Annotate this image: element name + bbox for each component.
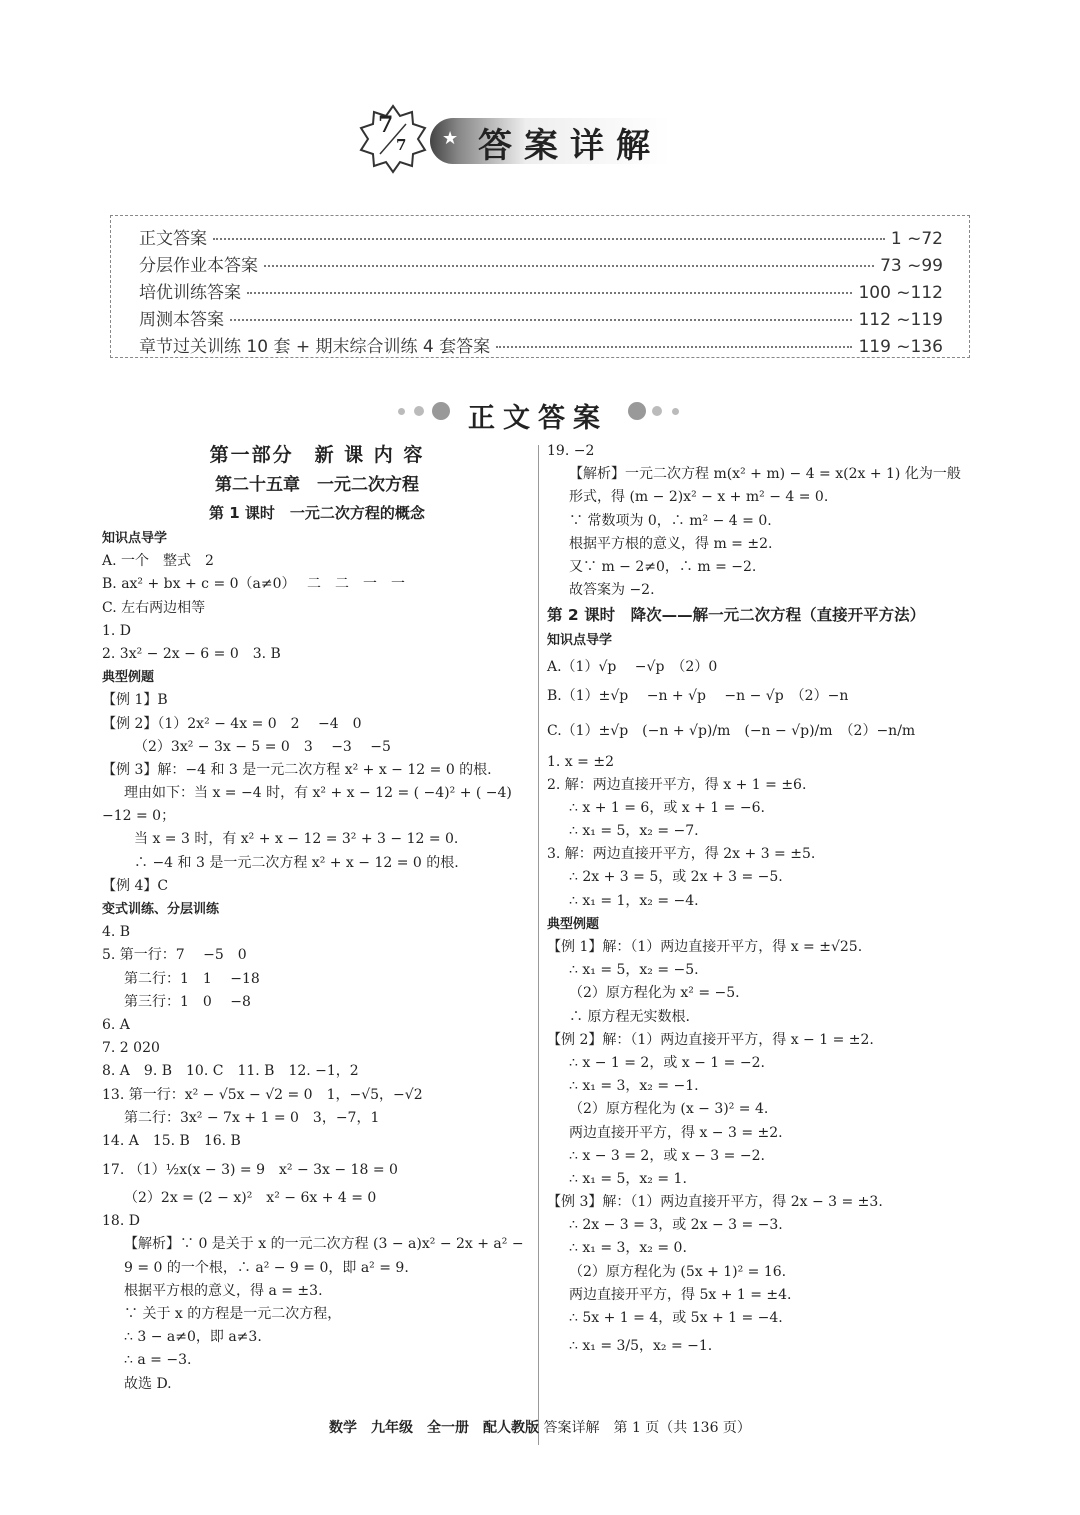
answer-line: 19. −2 xyxy=(547,443,595,459)
answer-line: 17. （1）½x(x − 3) = 9 x² − 3x − 18 = 0 xyxy=(102,1162,398,1179)
answer-line: 1. x = ±2 xyxy=(547,753,614,770)
toc-leader xyxy=(264,265,874,267)
toc-pages: 100 ~112 xyxy=(858,283,943,303)
answer-line: ∴ x − 1 = 2，或 x − 1 = −2. xyxy=(569,1054,765,1071)
answer-line: 形式，得 (m − 2)x² − x + m² − 4 = 0. xyxy=(569,489,829,506)
subsection-label: 典型例题 xyxy=(102,670,155,686)
answer-line: 【例 1】B xyxy=(102,692,168,709)
decor-dot xyxy=(398,408,405,415)
footer-book-title: 数学 九年级 全一册 配人教版 xyxy=(329,1420,540,1436)
right-column xyxy=(547,440,987,1362)
toc-row xyxy=(139,251,943,278)
answer-line: ∴ x₁ = 5，x₂ = 1. xyxy=(569,1170,687,1187)
footer-page-info: 答案详解 第 1 页（共 136 页） xyxy=(543,1420,751,1436)
subsection-label: 变式训练、分层训练 xyxy=(102,902,220,917)
answer-line: （2）原方程化为 (5x + 1)² = 16. xyxy=(569,1263,787,1280)
toc-pages: 73 ~99 xyxy=(880,256,943,276)
answer-line: C.（1）±√p (−n + √p)/m (−n − √p)/m （2）−n/m xyxy=(547,722,916,739)
answer-line: ∵ 关于 x 的方程是一元二次方程， xyxy=(124,1306,342,1322)
lesson-heading: 第 2 课时 降次——解一元二次方程（直接开平方法） xyxy=(547,606,926,625)
answer-line: ∴ 2x − 3 = 3，或 2x − 3 = −3. xyxy=(569,1217,783,1234)
answer-line: ∴ −4 和 3 是一元二次方程 x² + x − 12 = 0 的根. xyxy=(134,854,459,871)
answer-line: 理由如下：当 x = −4 时，有 x² + x − 12 = ( −4)² + ( −4) xyxy=(124,785,512,802)
toc-pages: 119 ~136 xyxy=(858,337,943,357)
toc-leader xyxy=(213,238,885,240)
answer-line: 【例 2】（1）2x² − 4x = 0 2 −4 0 xyxy=(102,715,362,732)
answer-line: ∴ x₁ = 1，x₂ = −4. xyxy=(569,892,699,909)
answer-line: 又∵ m − 2≠0，∴ m = −2. xyxy=(569,558,757,575)
answer-line: （2）3x² − 3x − 5 = 0 3 −3 −5 xyxy=(134,738,391,755)
decor-dot xyxy=(672,408,679,415)
star-icon: ★ xyxy=(442,128,459,149)
answer-line: 5. 第一行：7 −5 0 xyxy=(102,947,247,964)
answer-line: C. 左右两边相等 xyxy=(102,599,206,616)
answer-line: ∴ x₁ = 3，x₂ = −1. xyxy=(569,1078,699,1095)
answer-line: 18. D xyxy=(102,1213,140,1230)
badge-top-number: 7 xyxy=(378,112,394,138)
answer-line: 8. A 9. B 10. C 11. B 12. −1，2 xyxy=(102,1063,359,1080)
answer-line: A. 一个 整式 2 xyxy=(102,553,214,570)
answer-line: ∴ x₁ = 5，x₂ = −7. xyxy=(569,823,699,840)
decor-dot xyxy=(652,406,662,416)
part-heading: 第一部分 新 课 内 容 xyxy=(209,444,425,466)
toc-leader xyxy=(230,319,852,321)
table-of-contents xyxy=(110,215,970,358)
chapter-heading: 第二十五章 一元二次方程 xyxy=(215,475,419,495)
answer-line: 7. 2 020 xyxy=(102,1040,160,1057)
answer-line: 6. A xyxy=(102,1016,130,1033)
toc-label: 培优训练答案 xyxy=(139,283,241,303)
answer-line: （2）原方程化为 (x − 3)² = 4. xyxy=(569,1101,769,1118)
answer-line: 4. B xyxy=(102,924,131,941)
toc-leader xyxy=(496,346,852,348)
answer-line: 第二行：3x² − 7x + 1 = 0 3，−7，1 xyxy=(124,1109,380,1126)
subsection-label: 典型例题 xyxy=(547,916,600,932)
answer-line: 2. 解：两边直接开平方，得 x + 1 = ±6. xyxy=(547,776,807,793)
toc-row xyxy=(139,278,943,305)
toc-label: 章节过关训练 10 套 + 期末综合训练 4 套答案 xyxy=(139,337,491,357)
answer-line: 根据平方根的意义，得 a = ±3. xyxy=(124,1282,323,1299)
answer-line: A.（1）√p −√p （2）0 xyxy=(547,658,718,675)
answer-line: ∴ 2x + 3 = 5，或 2x + 3 = −5. xyxy=(569,869,783,886)
answer-line: 第二行：1 1 −18 xyxy=(124,970,260,987)
toc-leader xyxy=(247,292,852,294)
answer-line: ∵ 常数项为 0，∴ m² − 4 = 0. xyxy=(569,512,772,529)
answer-line: 第三行：1 0 −8 xyxy=(124,993,251,1010)
answer-line: 3. 解：两边直接开平方，得 2x + 3 = ±5. xyxy=(547,846,816,863)
answer-line: 1. D xyxy=(102,622,132,639)
answer-line: 根据平方根的意义，得 m = ±2. xyxy=(569,535,773,552)
badge-bottom-number: 7 xyxy=(396,136,407,154)
answer-line: ∴ 5x + 1 = 4，或 5x + 1 = −4. xyxy=(569,1310,783,1326)
answer-line: 【解析】∵ 0 是关于 x 的一元二次方程 (3 − a)x² − 2x + a² − xyxy=(124,1236,524,1253)
answer-line: ∴ 原方程无实数根. xyxy=(569,1008,690,1025)
decor-dot xyxy=(432,402,450,420)
answer-line: 两边直接开平方，得 x − 3 = ±2. xyxy=(569,1124,783,1141)
answer-line: ∴ x₁ = 5，x₂ = −5. xyxy=(569,962,699,979)
toc-label: 正文答案 xyxy=(139,229,207,249)
decor-dot xyxy=(414,406,424,416)
answer-line: 当 x = 3 时，有 x² + x − 12 = 3² + 3 − 12 = 0. xyxy=(134,831,459,848)
answer-line: （2）原方程化为 x² = −5. xyxy=(569,985,740,1002)
answer-line: ∴ x − 3 = 2，或 x − 3 = −2. xyxy=(569,1147,765,1164)
answer-line: 【例 3】解：（1）两边直接开平方，得 2x − 3 = ±3. xyxy=(547,1194,883,1211)
toc-row xyxy=(139,305,943,332)
answer-line: （2）2x = (2 − x)² x² − 6x + 4 = 0 xyxy=(124,1190,377,1207)
answer-line: ∴ x₁ = 3，x₂ = 0. xyxy=(569,1240,687,1257)
column-divider xyxy=(538,445,539,1445)
answer-line: 14. A 15. B 16. B xyxy=(102,1132,241,1149)
answer-line: 13. 第一行：x² − √5x − √2 = 0 1，−√5，−√2 xyxy=(102,1086,423,1103)
answer-line: ∴ x + 1 = 6，或 x + 1 = −6. xyxy=(569,799,765,816)
lesson-heading: 第 1 课时 一元二次方程的概念 xyxy=(209,504,425,522)
answer-line: ∴ a = −3. xyxy=(124,1352,192,1369)
toc-label: 周测本答案 xyxy=(139,310,224,330)
section-title: 正文答案 xyxy=(468,403,608,434)
page-footer xyxy=(0,1417,1080,1437)
answer-line: 【例 1】解：（1）两边直接开平方，得 x = ±√25. xyxy=(547,939,863,955)
toc-label: 分层作业本答案 xyxy=(139,256,258,276)
subsection-label: 知识点导学 xyxy=(102,531,168,546)
answer-line: 【例 4】C xyxy=(102,877,169,894)
answer-line: 两边直接开平方，得 5x + 1 = ±4. xyxy=(569,1286,792,1303)
toc-row xyxy=(139,224,943,251)
answer-line: B. ax² + bx + c = 0（a≠0） 二 二 一 一 xyxy=(102,576,405,593)
answer-line: B.（1）±√p −n + √p −n − √p （2）−n xyxy=(547,687,849,704)
page-title: 答案详解 xyxy=(478,126,662,166)
left-column xyxy=(102,440,532,1396)
answer-line: 9 = 0 的一个根，∴ a² − 9 = 0，即 a² = 9. xyxy=(124,1259,409,1276)
answer-line: ∴ x₁ = 3/5，x₂ = −1. xyxy=(569,1338,713,1355)
answer-line: 【例 3】解：−4 和 3 是一元二次方程 x² + x − 12 = 0 的根. xyxy=(102,761,492,778)
answer-line: 故答案为 −2. xyxy=(569,582,655,599)
answer-line: 【例 2】解：（1）两边直接开平方，得 x − 1 = ±2. xyxy=(547,1031,874,1048)
answer-line: 故选 D. xyxy=(124,1375,172,1392)
subsection-label: 知识点导学 xyxy=(547,633,613,649)
answer-line: 【解析】一元二次方程 m(x² + m) − 4 = x(2x + 1) 化为一般 xyxy=(569,466,961,483)
toc-pages: 1 ~72 xyxy=(890,229,943,249)
answer-line: 2. 3x² − 2x − 6 = 0 3. B xyxy=(102,645,281,662)
toc-row xyxy=(139,332,943,359)
decor-dot xyxy=(628,402,646,420)
toc-pages: 112 ~119 xyxy=(858,310,943,330)
answer-line: −12 = 0； xyxy=(102,808,176,825)
answer-line: ∴ 3 − a≠0，即 a≠3. xyxy=(124,1329,262,1346)
